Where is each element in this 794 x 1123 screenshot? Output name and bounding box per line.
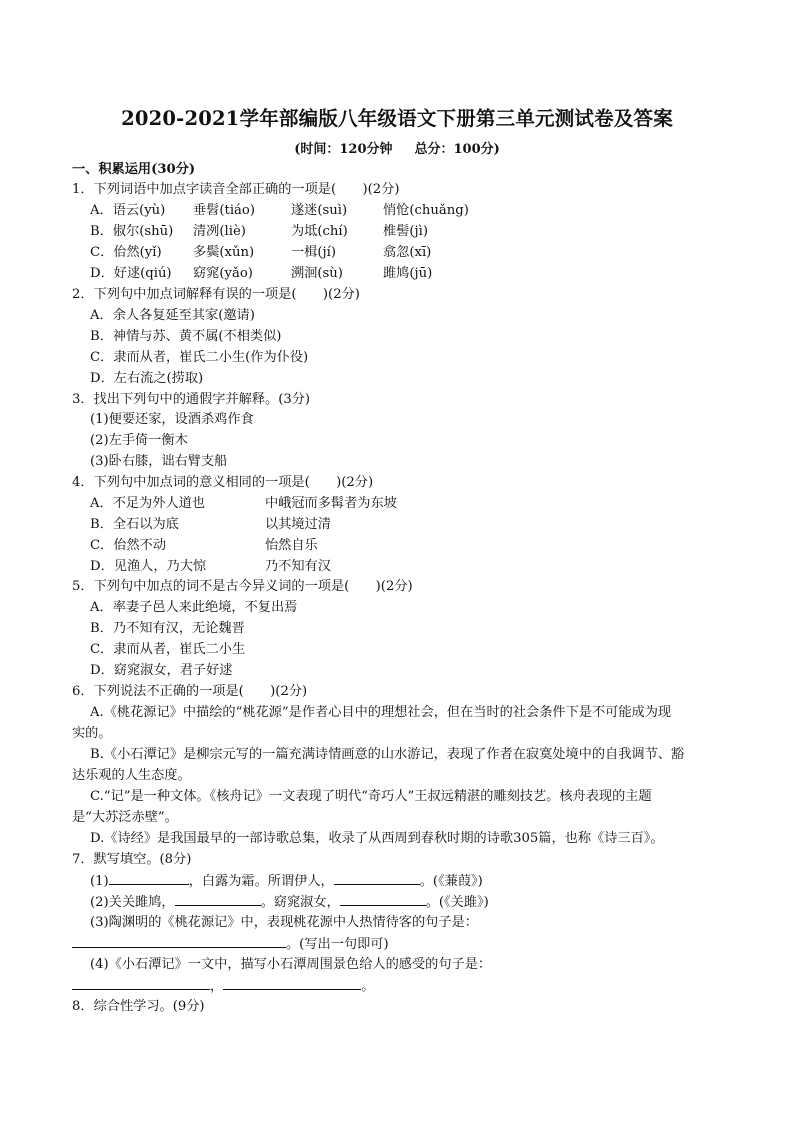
q6-option-a: A.《桃花源记》中描绘的“桃花源”是作者心目中的理想社会，但在当时的社会条件下是不可能成为现 bbox=[90, 705, 672, 720]
q5-option-d: D．窈窕淑女，君子好逑 bbox=[90, 663, 233, 678]
section-heading-1: 一、积累运用(30分) bbox=[72, 162, 196, 177]
q7-line-4-answer: ， 。 bbox=[72, 976, 374, 997]
answer-blank[interactable] bbox=[334, 871, 420, 885]
q5-option-c: C．隶而从者，崔氏二小生 bbox=[90, 642, 246, 657]
q3-item-1: (1)便要还家，设酒杀鸡作食 bbox=[90, 412, 254, 427]
q1-option-c: C．佁然(yǐ) 多鬓(xǔn) 一楫(jí) 翕忽(xī) bbox=[90, 245, 432, 260]
q7-stem: 7．默写填空。(8分) bbox=[72, 852, 192, 867]
answer-blank[interactable] bbox=[223, 976, 361, 990]
q3-item-2: (2)左手倚一衡木 bbox=[90, 433, 188, 448]
q7-line-3-answer: 。(写出一句即可) bbox=[72, 934, 389, 955]
q5-option-a: A．率妻子邑人来此绝境，不复出焉 bbox=[90, 600, 298, 615]
answer-blank[interactable] bbox=[340, 892, 426, 906]
q2-option-c: C．隶而从者，崔氏二小生(作为仆役) bbox=[90, 350, 309, 365]
q3-stem: 3．找出下列句中的通假字并解释。(3分) bbox=[72, 392, 311, 407]
answer-blank[interactable] bbox=[109, 871, 189, 885]
q2-option-a: A．余人各复延至其家(邀请) bbox=[90, 308, 255, 323]
q1-option-d: D．好逑(qiú) 窈窕(yǎo) 溯洄(sù) 雎鸠(jū) bbox=[90, 266, 433, 281]
q6-option-b: B.《小石潭记》是柳宗元写的一篇充满诗情画意的山水游记，表现了作者在寂寞处境中的自我调节、豁 bbox=[90, 747, 685, 762]
q7-line-3: (3)陶渊明的《桃花源记》中，表现桃花源中人热情待客的句子是： bbox=[90, 915, 478, 930]
q6-option-c: C.“记”是一种文体。《核舟记》一文表现了明代“奇巧人”王叔远精湛的雕刻技艺。核舟表现的主题 bbox=[90, 789, 652, 804]
q3-item-3: (3)卧右膝，诎右臂支船 bbox=[90, 454, 228, 469]
exam-title: 2020-2021学年部编版八年级语文下册第三单元测试卷及答案 bbox=[121, 107, 673, 130]
q4-option-d: D．见渔人，乃大惊 乃不知有汉 bbox=[90, 559, 331, 574]
q6-option-d: D.《诗经》是我国最早的一部诗歌总集，收录了从西周到春秋时期的诗歌305篇，也称《诗三百》。 bbox=[90, 831, 664, 846]
answer-blank[interactable] bbox=[72, 976, 210, 990]
q6-option-c-cont: 是“大苏泛赤壁”。 bbox=[72, 810, 178, 825]
answer-blank[interactable] bbox=[175, 892, 261, 906]
q4-option-a: A．不足为外人道也 中峨冠而多髯者为东坡 bbox=[90, 496, 397, 511]
q2-option-d: D．左右流之(捞取) bbox=[90, 371, 204, 386]
q4-option-c: C．佁然不动 怡然自乐 bbox=[90, 538, 318, 553]
q8-stem: 8．综合性学习。(9分) bbox=[72, 999, 205, 1014]
exam-subtitle bbox=[0, 141, 794, 159]
q7-line-1: (1) ，白露为霜。所谓伊人， 。(《蒹葭》) bbox=[90, 871, 483, 892]
q4-stem: 4．下列句中加点词的意义相同的一项是( )(2分) bbox=[72, 475, 374, 490]
q5-option-b: B．乃不知有汉，无论魏晋 bbox=[90, 621, 245, 636]
q4-option-b: B．全石以为底 以其境过清 bbox=[90, 517, 331, 532]
q6-option-a-cont: 实的。 bbox=[72, 726, 112, 741]
q5-stem: 5．下列句中加点的词不是古今异义词的一项是( )(2分) bbox=[72, 579, 413, 594]
answer-blank[interactable] bbox=[72, 934, 286, 948]
q1-option-b: B．俶尔(shū) 清冽(liè) 为坻(chí) 椎髻(jì) bbox=[90, 224, 428, 239]
q6-stem: 6．下列说法不正确的一项是( )(2分) bbox=[72, 684, 308, 699]
q7-line-4: (4)《小石潭记》一文中，描写小石潭周围景色给人的感受的句子是： bbox=[90, 957, 492, 972]
exam-time: (时间：120分钟 bbox=[294, 142, 393, 157]
exam-total-score: 总分：100分) bbox=[414, 142, 500, 157]
q7-line-2: (2)关关雎鸠， 。窈窕淑女， 。(《关雎》) bbox=[90, 892, 489, 913]
q1-stem: 1．下列词语中加点字读音全部正确的一项是( )(2分) bbox=[72, 182, 400, 197]
q2-option-b: B．神情与苏、黄不属(不相类似) bbox=[90, 329, 282, 344]
q2-stem: 2．下列句中加点词解释有误的一项是( )(2分) bbox=[72, 287, 360, 302]
q1-option-a: A．语云(yù) 垂髫(tiáo) 遂迷(suì) 悄怆(chuǎng) bbox=[90, 203, 469, 218]
q6-option-b-cont: 达乐观的人生态度。 bbox=[72, 768, 191, 783]
